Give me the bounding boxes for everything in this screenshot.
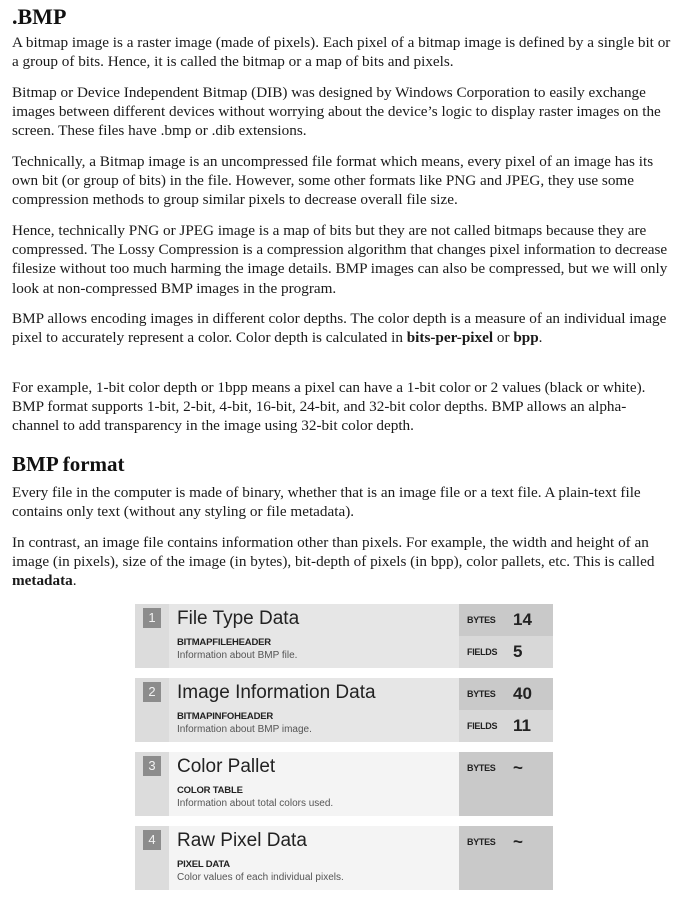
row-number-badge: 4: [143, 830, 161, 850]
row-stats: [459, 678, 553, 742]
color-depth-text-b: or: [493, 329, 514, 347]
paragraph-compression: Hence, technically PNG or JPEG image is a map of bits but they are not called bitmaps because they are compressed. The Lossy Compression is a compression algorithm that changes pixel information to decrease filesize without too much harming the image details. BMP images can also be compressed, but we will only look at non-compressed BMP images in the program.: [12, 222, 668, 297]
section-heading-bmp: .BMP: [12, 4, 67, 29]
row-subhead: BITMAPFILEHEADER: [177, 637, 271, 648]
term-bits-per-pixel: bits-per-pixel: [406, 329, 494, 347]
row-description: Color values of each individual pixels.: [177, 872, 344, 883]
structure-row-file-type: [135, 604, 553, 668]
row-subhead: COLOR TABLE: [177, 785, 243, 796]
paragraph-color-depth-example: For example, 1-bit color depth or 1bpp means a pixel can have a 1-bit color or 2 values (black or white). BMP format supports 1-bit, 2-bit, 4-bit, 16-bit, 24-bit, and 32-bit color depths. BMP allows an alpha-channel to add transparency in the image using 32-bit color depth.: [12, 379, 646, 435]
paragraph-metadata: [12, 533, 672, 591]
fields-value: 5: [513, 642, 523, 661]
paragraph-uncompressed-format: Technically, a Bitmap image is an uncompressed file format which means, every pixel of an image has its own bit (or group of bits) in the file. However, some other formats like PNG and JPEG, they use some compression methods to group similar pixels to decrease overall file size.: [12, 153, 654, 209]
paragraph-binary-files: Every file in the computer is made of binary, whether that is an image file or a text file. A plain-text file contains only text (without any styling or file metadata).: [12, 484, 641, 521]
fields-label: FIELDS: [467, 721, 498, 731]
row-number-badge: 2: [143, 682, 161, 702]
row-description: Information about total colors used.: [177, 798, 334, 809]
row-stats: [459, 826, 553, 890]
bytes-value: ~: [513, 832, 523, 851]
row-number-badge: 1: [143, 608, 161, 628]
section-heading-bmp-format: BMP format: [12, 452, 125, 476]
paragraph-dib-description: Bitmap or Device Independent Bitmap (DIB) was designed by Windows Corporation to easily exchange images between different devices without worrying about the device’s logic to display raster images on the screen. These files have .bmp or .dib extensions.: [12, 84, 661, 140]
term-bpp: bpp: [513, 329, 539, 347]
color-depth-text-a: BMP allows encoding images in different color depths. The color depth is a measure of an individual image pixel to accurately represent a color. Color depth is calculated in: [12, 310, 667, 347]
structure-row-image-information: [135, 678, 553, 742]
structure-row-raw-pixel-data: [135, 826, 553, 890]
row-title: Image Information Data: [177, 682, 376, 703]
fields-label: FIELDS: [467, 647, 498, 657]
paragraph-color-depth: [12, 309, 672, 347]
color-depth-text-c: .: [538, 329, 543, 347]
row-description: Information about BMP file.: [177, 650, 298, 661]
row-subhead: PIXEL DATA: [177, 859, 230, 870]
bytes-value: 40: [513, 684, 532, 703]
row-subhead: BITMAPINFOHEADER: [177, 711, 274, 722]
fields-value: 11: [513, 716, 531, 735]
row-stats: [459, 604, 553, 668]
bytes-label: BYTES: [467, 689, 496, 699]
bytes-label: BYTES: [467, 615, 496, 625]
structure-row-color-pallet: [135, 752, 553, 816]
metadata-text-b: .: [72, 572, 77, 590]
row-title: File Type Data: [177, 608, 300, 629]
bytes-label: BYTES: [467, 837, 496, 847]
metadata-text-a: In contrast, an image file contains information other than pixels. For example, the width and height of an image (in pixels), size of the image (in bytes), bit-depth of pixels (in bpp), color pallets, etc. This is called: [12, 534, 655, 571]
term-metadata: metadata: [12, 572, 73, 590]
paragraph-bitmap-definition: A bitmap image is a raster image (made of pixels). Each pixel of a bitmap image is defined by a single bit or a group of bits. Hence, it is called the bitmap or a map of bits and pixels.: [12, 34, 671, 71]
bytes-value: 14: [513, 610, 532, 629]
bytes-value: ~: [513, 758, 523, 777]
row-number-badge: 3: [143, 756, 161, 776]
row-description: Information about BMP image.: [177, 724, 312, 735]
row-title: Raw Pixel Data: [177, 830, 307, 851]
row-title: Color Pallet: [177, 756, 276, 777]
bytes-label: BYTES: [467, 763, 496, 773]
row-stats: [459, 752, 553, 816]
